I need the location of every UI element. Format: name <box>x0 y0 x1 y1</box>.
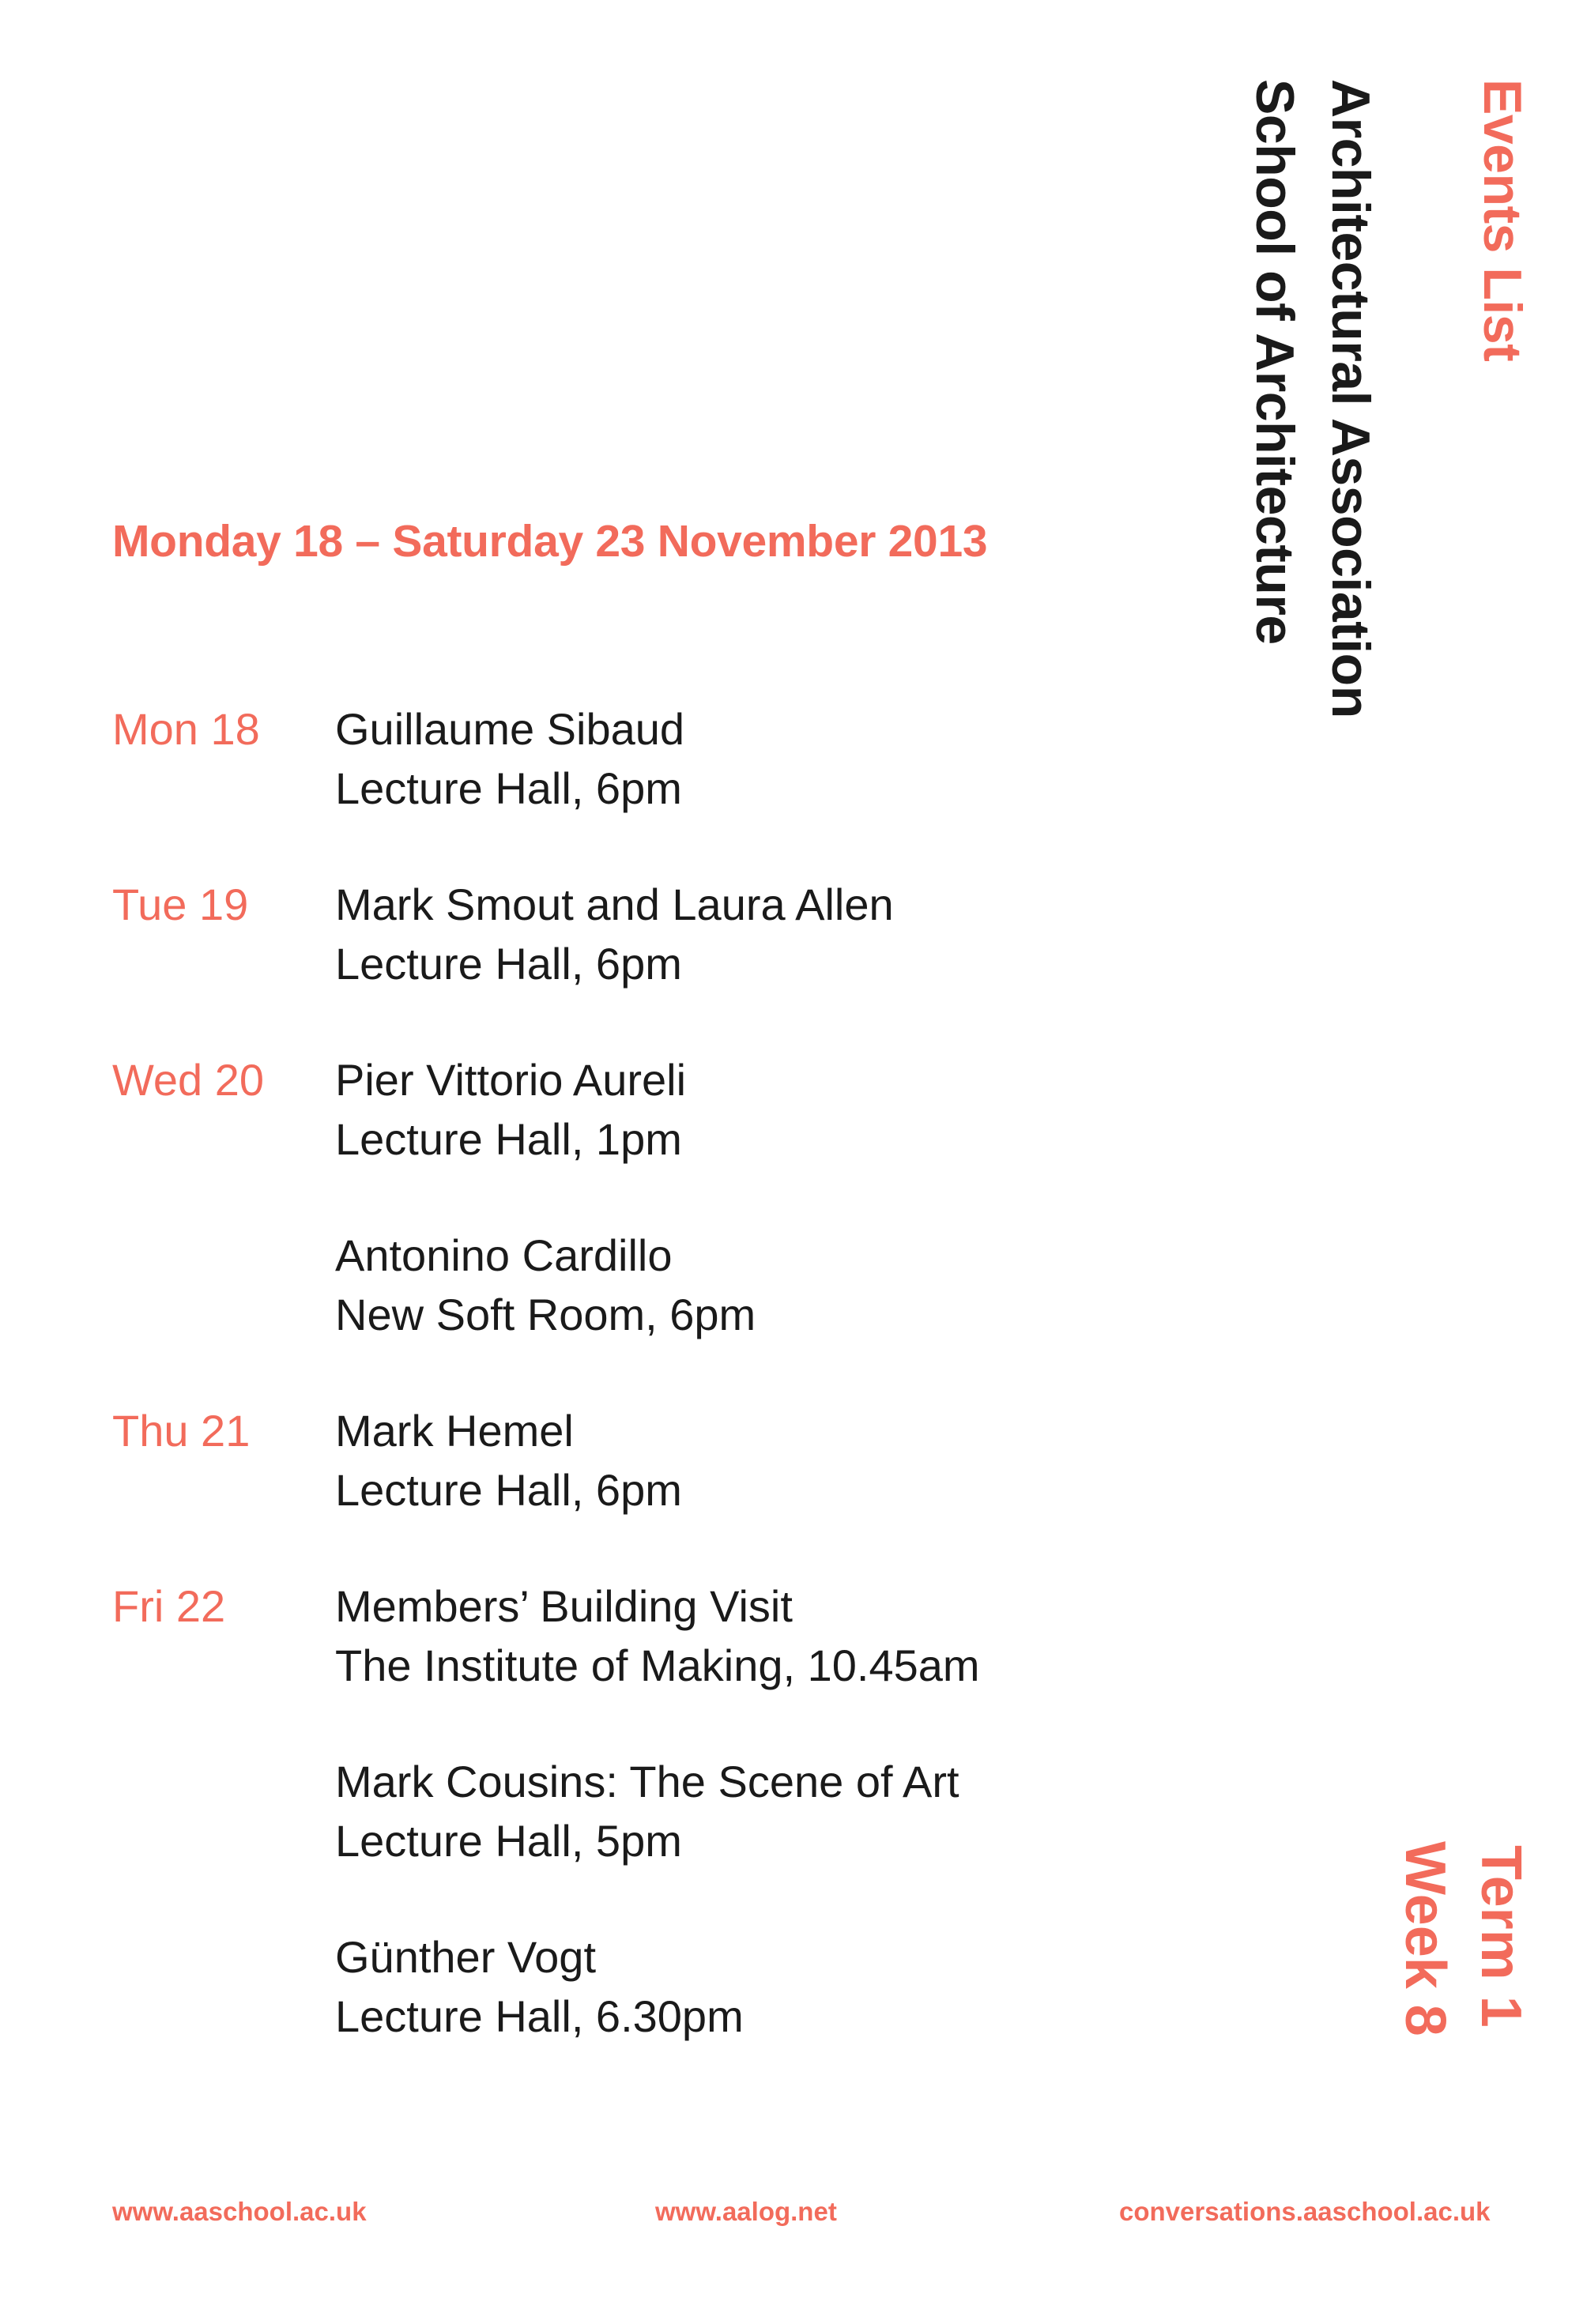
term-label: Term 1 <box>1469 1845 1532 2028</box>
footer-link-conversations[interactable]: conversations.aaschool.ac.uk <box>1119 2197 1491 2226</box>
event-place: Lecture Hall, 6pm <box>335 939 682 989</box>
event-day: Thu 21 <box>112 1406 251 1456</box>
event-place: Lecture Hall, 6.30pm <box>335 1991 744 2041</box>
date-range-heading: Monday 18 – Saturday 23 November 2013 <box>112 516 988 567</box>
event-title: Mark Hemel <box>335 1406 574 1456</box>
event-day: Fri 22 <box>112 1581 226 1631</box>
event-place: The Institute of Making, 10.45am <box>335 1640 980 1690</box>
event-day: Tue 19 <box>112 880 249 929</box>
events-list-title: Events List <box>1472 79 1532 362</box>
organization-name-line2: School of Architecture <box>1245 79 1305 645</box>
event-title: Pier Vittorio Aureli <box>335 1055 687 1105</box>
week-label: Week 8 <box>1393 1841 1457 2036</box>
event-place: New Soft Room, 6pm <box>335 1290 756 1339</box>
event-place: Lecture Hall, 1pm <box>335 1114 682 1164</box>
event-place: Lecture Hall, 6pm <box>335 1465 682 1515</box>
event-title: Günther Vogt <box>335 1932 597 1982</box>
event-place: Lecture Hall, 6pm <box>335 763 682 813</box>
event-title: Mark Smout and Laura Allen <box>335 880 894 929</box>
event-title: Mark Cousins: The Scene of Art <box>335 1757 959 1806</box>
organization-name-line1: Architectural Association <box>1321 79 1381 718</box>
event-day: Wed 20 <box>112 1055 264 1105</box>
footer-link-aaschool[interactable]: www.aaschool.ac.uk <box>112 2197 367 2226</box>
event-title: Antonino Cardillo <box>335 1230 673 1280</box>
footer-link-aalog[interactable]: www.aalog.net <box>655 2197 837 2226</box>
event-day: Mon 18 <box>112 704 260 754</box>
event-place: Lecture Hall, 5pm <box>335 1816 682 1866</box>
event-title: Members’ Building Visit <box>335 1581 793 1631</box>
event-title: Guillaume Sibaud <box>335 704 685 754</box>
